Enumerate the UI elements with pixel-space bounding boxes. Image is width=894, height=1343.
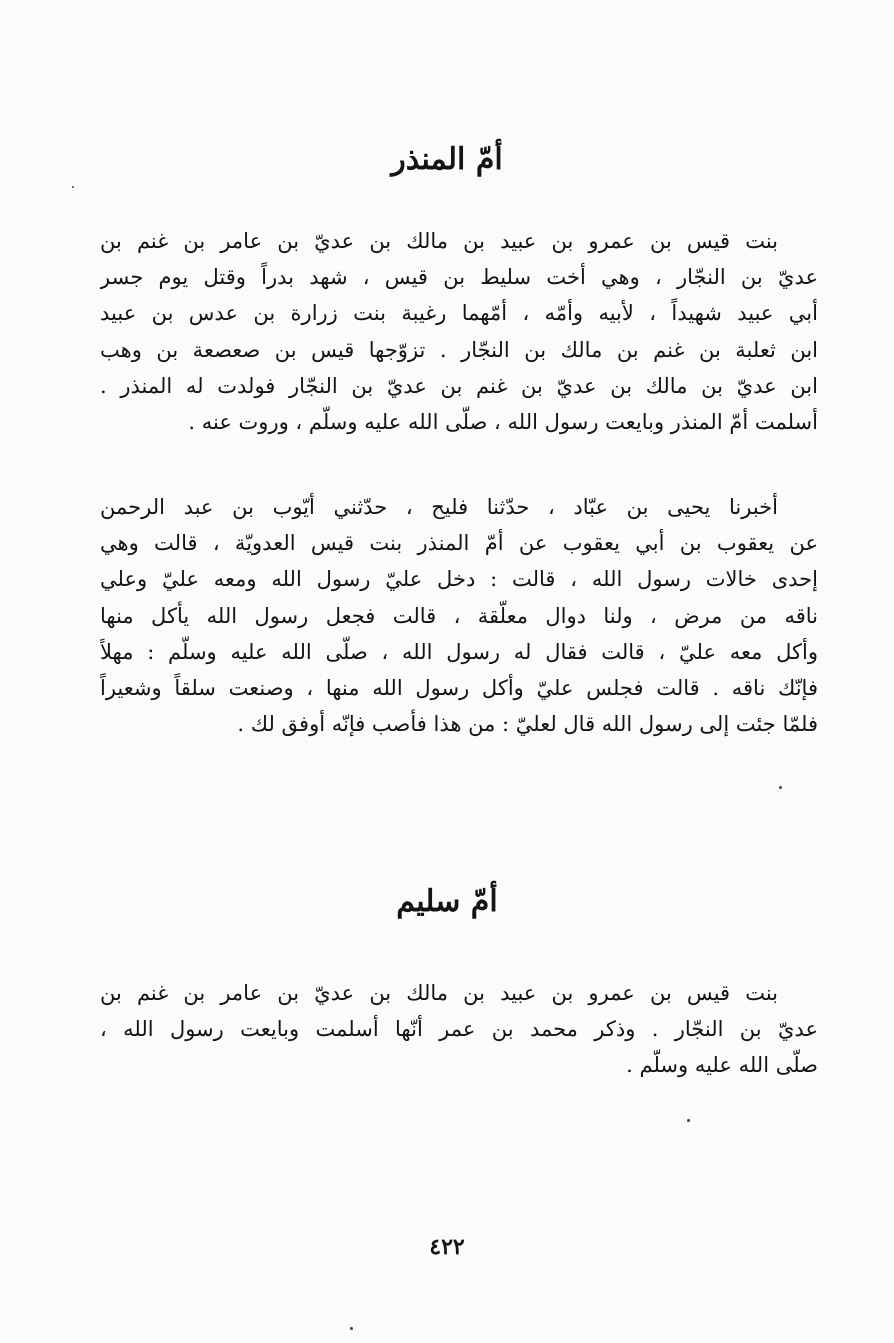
paragraph-hadith-narration (100, 489, 818, 742)
section-title-umm-sulaym: أمّ سليم (396, 884, 498, 919)
text-line: عديّ بن النجّار ، وهي أخت سليط بن قيس ، شهد بدراً وقتل يوم جسر (100, 265, 818, 290)
text-line: أسلمت أمّ المنذر وبايعت رسول الله ، صلّى الله عليه وسلّم ، وروت عنه . (188, 409, 818, 434)
text-line: وأكل معه عليّ ، قالت فقال له رسول الله ، صلّى الله عليه وسلّم : مهلاً (100, 639, 818, 664)
text-line: أبي عبيد شهيداً ، لأبيه وأمّه ، أمّهما رغيبة بنت زرارة بن عدس بن عبيد (100, 301, 818, 326)
text-line: ابن عديّ بن مالك بن عديّ بن غنم بن عديّ بن النجّار فولدت له المنذر . (100, 373, 818, 398)
section-title-umm-al-mundhir: أمّ المنذر (391, 142, 503, 177)
text-line: فلمّا جئت إلى رسول الله قال لعليّ : من هذا فأصب فإنّه أوفق لك . (237, 712, 818, 737)
text-line: فإنّك ناقه . قالت فجلس عليّ وأكل رسول الله منها ، وصنعت سلقاً وشعيراً (100, 675, 818, 700)
page-number: ٤٢٢ (429, 1234, 465, 1260)
text-line: عديّ بن النجّار . وذكر محمد بن عمر أنّها أسلمت وبايعت رسول الله ، (100, 1017, 818, 1042)
scan-speck (687, 1119, 690, 1122)
text-line: بنت قيس بن عمرو بن عبيد بن مالك بن عديّ بن عامر بن غنم بن (100, 981, 778, 1005)
text-line: إحدى خالات رسول الله ، قالت : دخل عليّ رسول الله ومعه عليّ وعلي (100, 567, 818, 592)
text-line: عن يعقوب بن أبي يعقوب عن أمّ المنذر بنت قيس العدويّة ، قالت وهي (100, 531, 818, 556)
paragraph-biography-umm-sulaym (100, 975, 818, 1084)
scan-speck (350, 1327, 353, 1330)
scan-speck (779, 786, 782, 789)
text-line: أخبرنا يحيى بن عبّاد ، حدّثنا فليح ، حدّثني أيّوب بن عبد الرحمن (100, 495, 778, 519)
paragraph-biography-umm-al-mundhir (100, 223, 818, 440)
scan-speck (72, 186, 74, 188)
text-line: صلّى الله عليه وسلّم . (626, 1053, 818, 1078)
text-line: ابن ثعلبة بن غنم بن مالك بن النجّار . تزوّجها قيس بن صعصعة بن وهب (100, 337, 818, 362)
text-line: بنت قيس بن عمرو بن عبيد بن مالك بن عديّ بن عامر بن غنم بن (100, 229, 778, 253)
text-line: ناقه من مرض ، ولنا دوال معلّقة ، قالت فجعل رسول الله يأكل منها (100, 603, 818, 628)
